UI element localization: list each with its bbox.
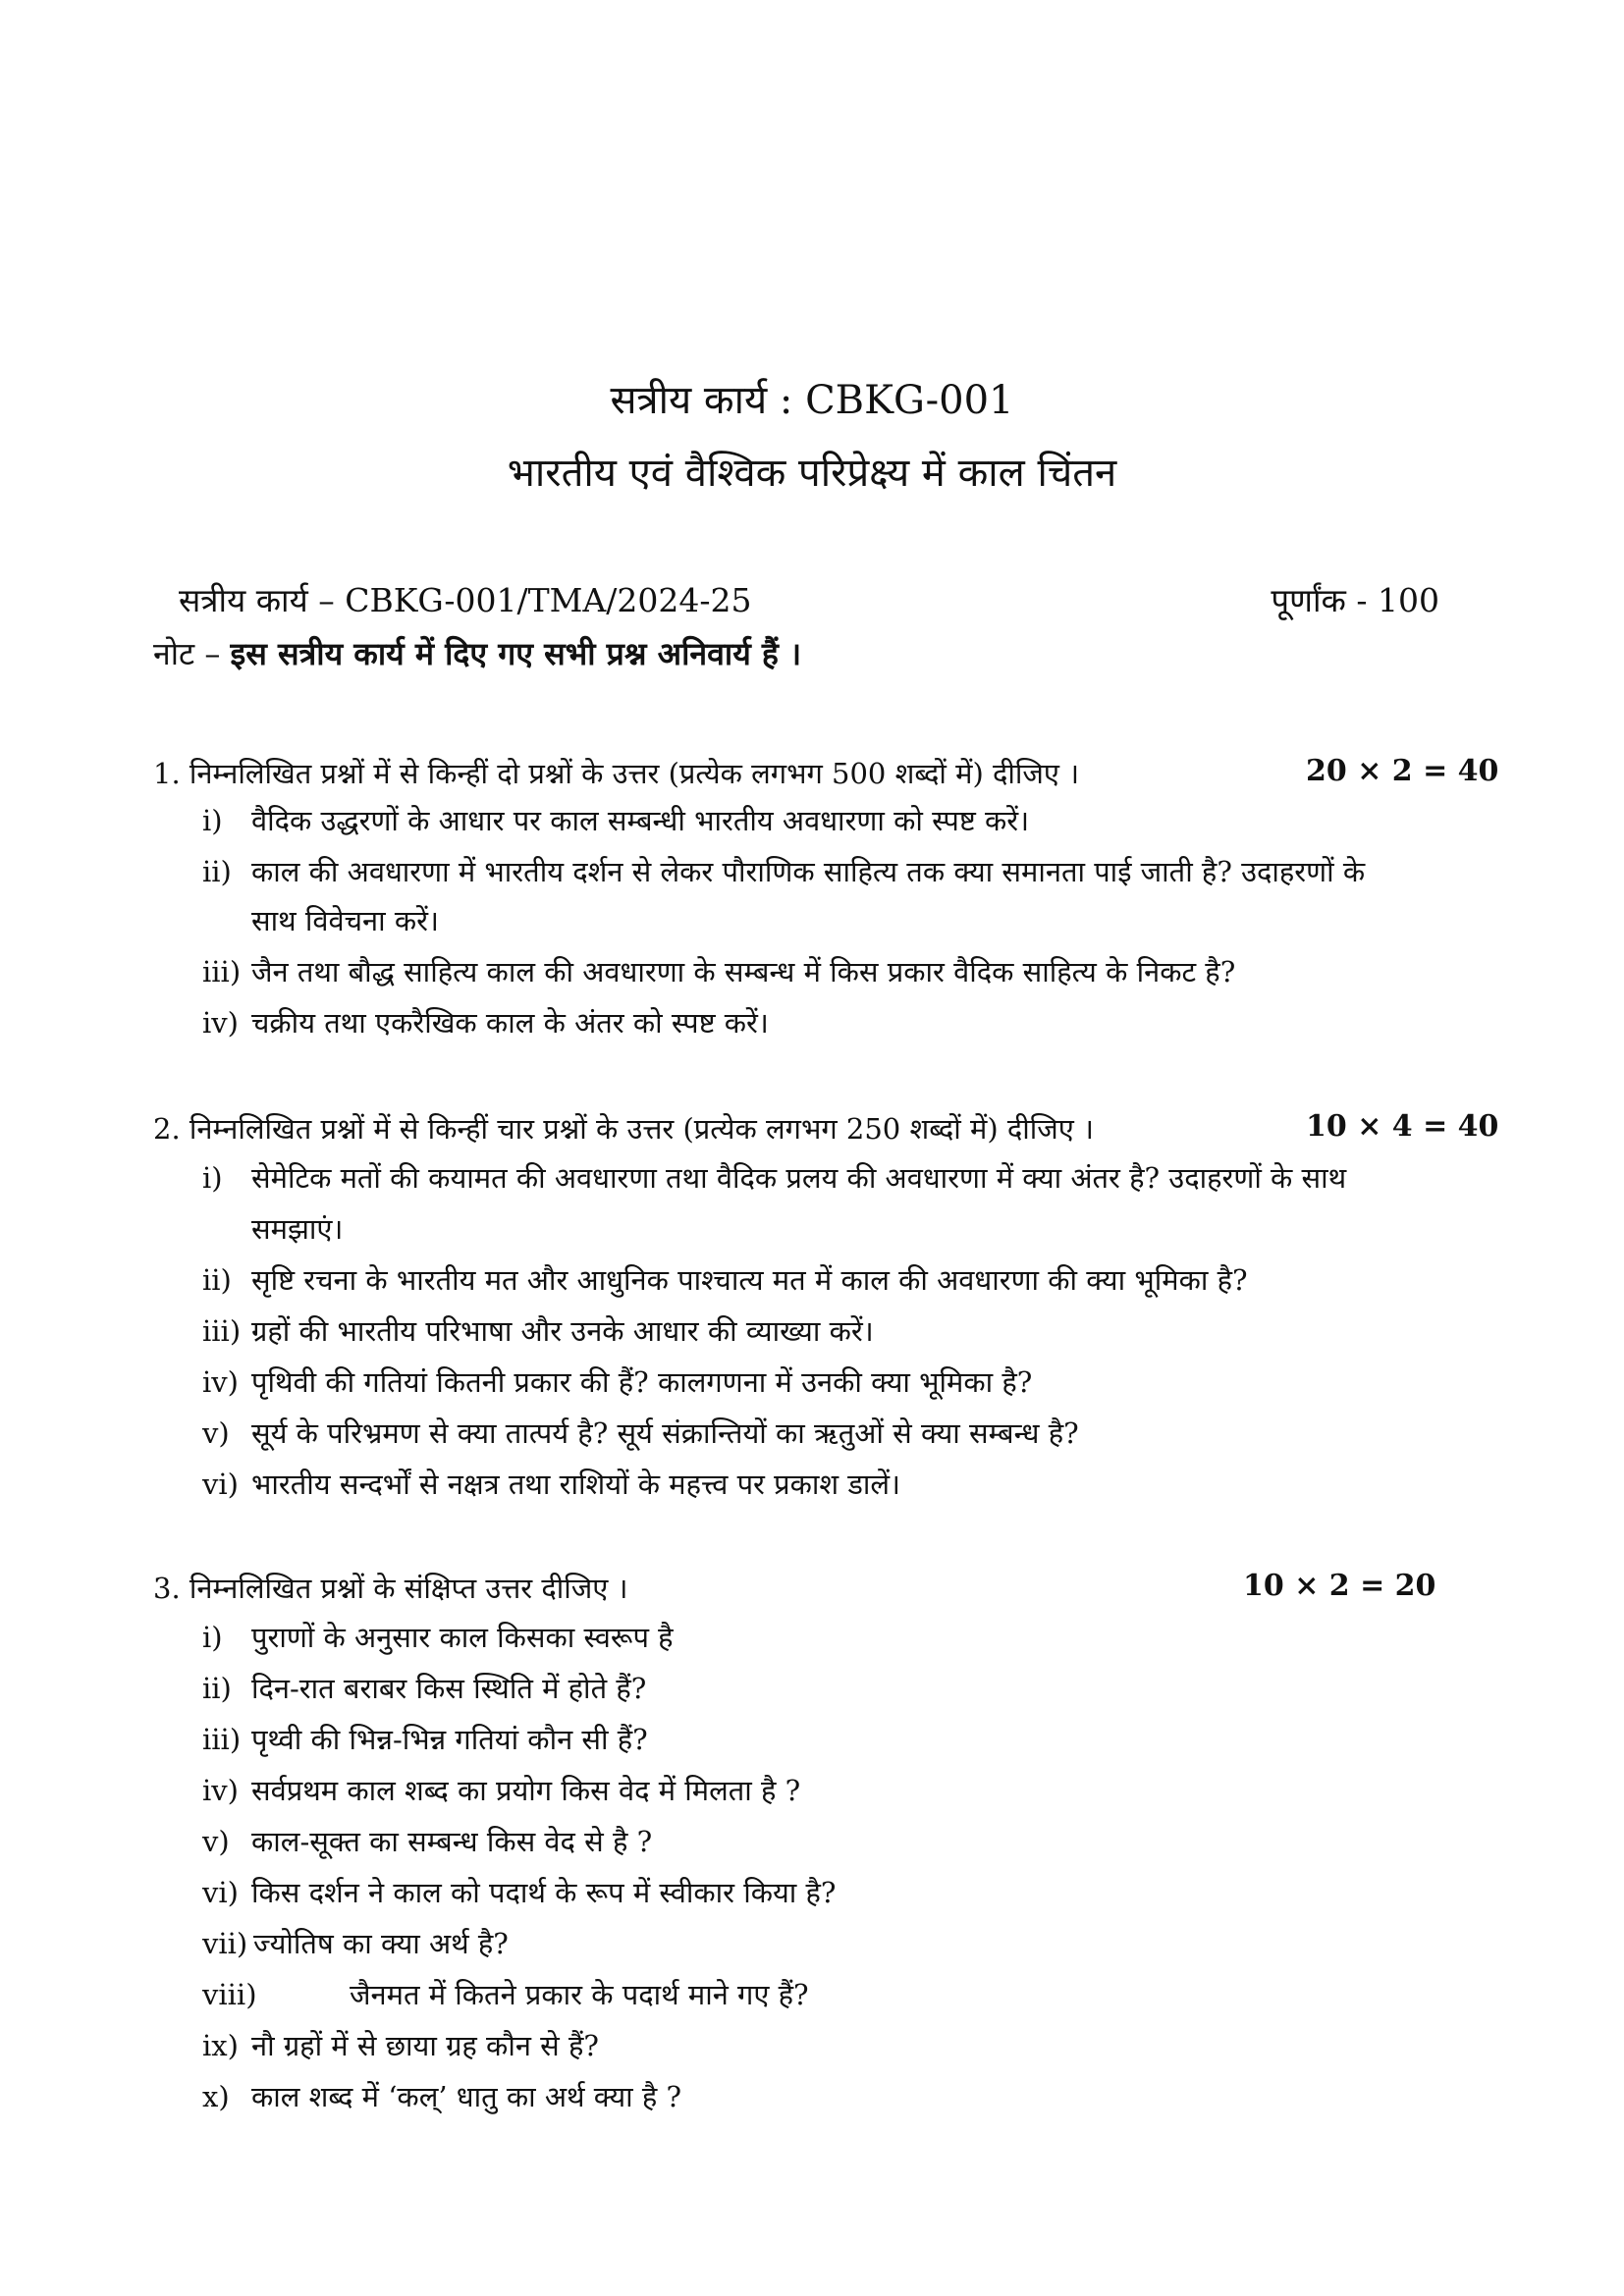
question-3-item [202, 1873, 836, 1911]
question-1-item [202, 1003, 769, 1041]
item-text: काल की अवधारणा में भारतीय दर्शन से लेकर पौराणिक साहित्य तक क्या समानता पाई जाती है? उदाहरणों के [251, 855, 1366, 888]
item-number: vii) [202, 1927, 248, 1960]
question-2-item [202, 1311, 874, 1350]
item-text-continuation: साथ विवेचना करें। [251, 904, 439, 937]
question-3-item [202, 1771, 800, 1809]
question-2-item [202, 1362, 1032, 1401]
question-3-heading: 3. निम्नलिखित प्रश्नों के संक्षिप्त उत्तर दीजिए । [153, 1572, 628, 1605]
item-number: iv) [202, 1365, 239, 1399]
question-3-item [202, 1822, 652, 1860]
question-3-item [202, 1975, 809, 2013]
item-text: ग्रहों की भारतीय परिभाषा और उनके आधार की व्याख्या करें। [251, 1314, 874, 1348]
question-2-item [202, 1465, 900, 1503]
item-number: vi) [202, 1876, 239, 1909]
question-3-item [202, 1618, 674, 1656]
question-3-marks: 10 × 2 = 20 [1243, 1569, 1436, 1603]
item-number: i) [202, 1621, 223, 1654]
item-number: ii) [202, 1263, 232, 1297]
item-number: iii) [202, 1723, 242, 1756]
note-prefix: नोट – [153, 635, 231, 672]
item-text: नौ ग्रहों में से छाया ग्रह कौन से हैं? [251, 2029, 599, 2062]
item-number: ii) [202, 855, 232, 888]
item-text: सर्वप्रथम काल शब्द का प्रयोग किस वेद में मिलता है ? [251, 1774, 801, 1807]
item-text: चक्रीय तथा एकरैखिक काल के अंतर को स्पष्ट करें। [251, 1006, 769, 1040]
item-text: भारतीय सन्दर्भों से नक्षत्र तथा राशियों के महत्त्व पर प्रकाश डालें। [251, 1468, 901, 1501]
assignment-code: सत्रीय कार्य – CBKG-001/TMA/2024-25 [179, 581, 752, 619]
question-2-marks: 10 × 4 = 40 [1306, 1109, 1499, 1144]
item-text: सूर्य के परिभ्रमण से क्या तात्पर्य है? सूर्य संक्रान्तियों का ऋतुओं से क्या सम्बन्ध है? [251, 1416, 1079, 1450]
item-number: v) [202, 1416, 230, 1450]
note [153, 632, 801, 674]
page-title: सत्रीय कार्य : CBKG-001 [610, 378, 1014, 423]
question-1-item [202, 952, 1235, 990]
item-text: जैन तथा बौद्ध साहित्य काल की अवधारणा के सम्बन्ध में किस प्रकार वैदिक साहित्य के निकट है? [251, 955, 1236, 988]
item-text: काल शब्द में ‘कल्’ धातु का अर्थ क्या है ? [251, 2080, 682, 2113]
item-text: पृथिवी की गतियां कितनी प्रकार की हैं? कालगणना में उनकी क्या भूमिका है? [251, 1365, 1033, 1399]
item-number: ix) [202, 2029, 239, 2062]
item-number: i) [202, 804, 223, 837]
item-number: i) [202, 1161, 223, 1195]
item-text: दिन-रात बराबर किस स्थिति में होते हैं? [251, 1672, 647, 1705]
question-2-item [202, 1158, 1346, 1197]
question-3-item [202, 1924, 509, 1962]
note-text: इस सत्रीय कार्य में दिए गए सभी प्रश्न अनिवार्य हैं । [230, 635, 802, 672]
item-text: काल-सूक्त का सम्बन्ध किस वेद से है ? [251, 1825, 653, 1858]
question-1-item [202, 852, 1365, 890]
item-number: iv) [202, 1006, 239, 1040]
item-text: ज्योतिष का क्या अर्थ है? [253, 1927, 509, 1960]
item-number: vi) [202, 1468, 239, 1501]
item-number: viii) [202, 1978, 257, 2011]
question-1-item [202, 801, 1029, 839]
item-number: x) [202, 2080, 230, 2113]
item-text-continuation: समझाएं। [251, 1212, 344, 1246]
item-text: पुराणों के अनुसार काल किसका स्वरूप है [251, 1621, 674, 1654]
item-text: किस दर्शन ने काल को पदार्थ के रूप में स्वीकार किया है? [251, 1876, 837, 1909]
course-title: भारतीय एवं वैश्विक परिप्रेक्ष्य में काल चिंतन [507, 451, 1117, 496]
item-number: ii) [202, 1672, 232, 1705]
item-text: सेमेटिक मतों की कयामत की अवधारणा तथा वैदिक प्रलय की अवधारणा में क्या अंतर है? उदाहरणों के साथ [251, 1161, 1347, 1195]
item-number: iv) [202, 1774, 239, 1807]
question-1-heading: 1. निम्नलिखित प्रश्नों में से किन्हीं दो प्रश्नों के उत्तर (प्रत्येक लगभग 500 शब्दों में) दीजिए । [153, 757, 1080, 790]
max-marks: पूर्णांक - 100 [1271, 581, 1439, 619]
item-text: जैनमत में कितने प्रकार के पदार्थ माने गए हैं? [350, 1978, 809, 2011]
question-1-marks: 20 × 2 = 40 [1306, 754, 1499, 788]
question-2-item [202, 1414, 1079, 1452]
item-text: सृष्टि रचना के भारतीय मत और आधुनिक पाश्चात्य मत में काल की अवधारणा की क्या भूमिका है? [251, 1263, 1248, 1297]
question-2-heading: 2. निम्नलिखित प्रश्नों में से किन्हीं चार प्रश्नों के उत्तर (प्रत्येक लगभग 250 शब्दों में) दीजिए । [153, 1112, 1095, 1146]
question-2-item [202, 1260, 1248, 1299]
item-number: iii) [202, 955, 242, 988]
question-3-item [202, 2026, 599, 2064]
item-text: पृथ्वी की भिन्न-भिन्न गतियां कौन सी हैं? [251, 1723, 648, 1756]
item-number: v) [202, 1825, 230, 1858]
question-3-item [202, 1669, 646, 1707]
item-number: iii) [202, 1314, 242, 1348]
question-3-item [202, 2077, 681, 2115]
question-3-item [202, 1720, 648, 1758]
item-text: वैदिक उद्धरणों के आधार पर काल सम्बन्धी भारतीय अवधारणा को स्पष्ट करें। [251, 804, 1030, 837]
